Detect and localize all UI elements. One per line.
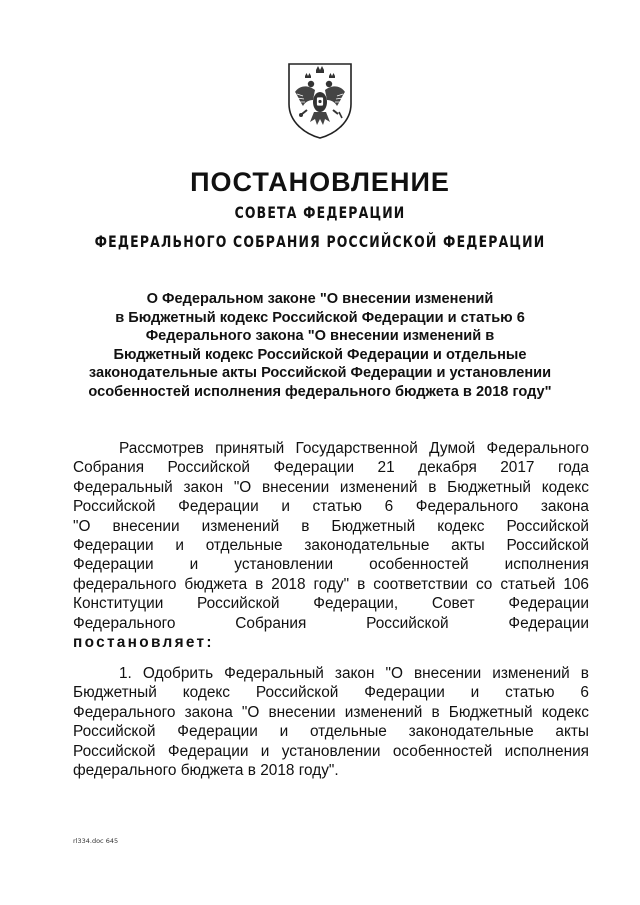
paragraph-line: федерального бюджета в 2018 году". (73, 761, 339, 779)
paragraph-line: Бюджетный кодекс Российской Федерации и статью 6 (73, 684, 589, 702)
paragraph-line: Федерального закона "О внесении изменений в Бюджетный кодекс (73, 703, 589, 721)
paragraph-line: Российской Федерации и установлении особенностей исполнения (73, 742, 589, 760)
paragraph-line: Российской Федерации и отдельные законодательные акты (73, 723, 589, 741)
issuer-line-1: СОВЕТА ФЕДЕРАЦИИ (234, 203, 406, 222)
paragraph-line: Федерального Собрания Российской Федерации (73, 614, 589, 632)
document-title: ПОСТАНОВЛЕНИЕ (190, 167, 450, 197)
paragraph-line (73, 633, 589, 652)
heading-line: Федерального закона "О внесении изменений в (145, 328, 495, 344)
coat-of-arms-icon (283, 60, 357, 140)
preamble-paragraph (73, 439, 589, 652)
paragraph-line: федерального бюджета в 2018 году" в соответствии со статьей 106 (73, 575, 589, 593)
paragraph-line: Федерации и отдельные законодательные акты Российской (73, 536, 589, 554)
paragraph-line: 1. Одобрить Федеральный закон "О внесении изменений в (119, 665, 589, 682)
document-heading (60, 290, 580, 401)
paragraph-line: Собрания Российской Федерации 21 декабря 2017 года (73, 459, 589, 477)
heading-line: законодательные акты Российской Федерации и установлении (88, 365, 552, 381)
heading-line: в Бюджетный кодекс Российской Федерации и статью 6 (115, 309, 525, 326)
resolution-item-1 (73, 664, 589, 780)
heading-line: Бюджетный кодекс Российской Федерации и отдельные (113, 346, 527, 363)
heading-line: О Федеральном законе "О внесении изменений (146, 291, 494, 307)
paragraph-line: Рассмотрев принятый Государственной Думой Федерального (119, 440, 589, 457)
decree-word: постановляет: (73, 633, 214, 651)
paragraph-line: Конституции Российской Федерации, Совет Федерации (73, 595, 589, 613)
file-code: rl334.doc 645 (73, 837, 119, 845)
paragraph-line: Федеральный закон "О внесении изменений в Бюджетный кодекс (73, 478, 589, 496)
heading-line: особенностей исполнения федерального бюджета в 2018 году" (88, 383, 552, 400)
paragraph-line: Российской Федерации и статью 6 Федерального закона (73, 498, 589, 516)
paragraph-line: Федерации и установлении особенностей исполнения (73, 556, 589, 574)
issuer-line-2: ФЕДЕРАЛЬНОГО СОБРАНИЯ РОССИЙСКОЙ ФЕДЕРАЦИИ (94, 232, 546, 251)
paragraph-line: "О внесении изменений в Бюджетный кодекс Российской (73, 517, 589, 535)
